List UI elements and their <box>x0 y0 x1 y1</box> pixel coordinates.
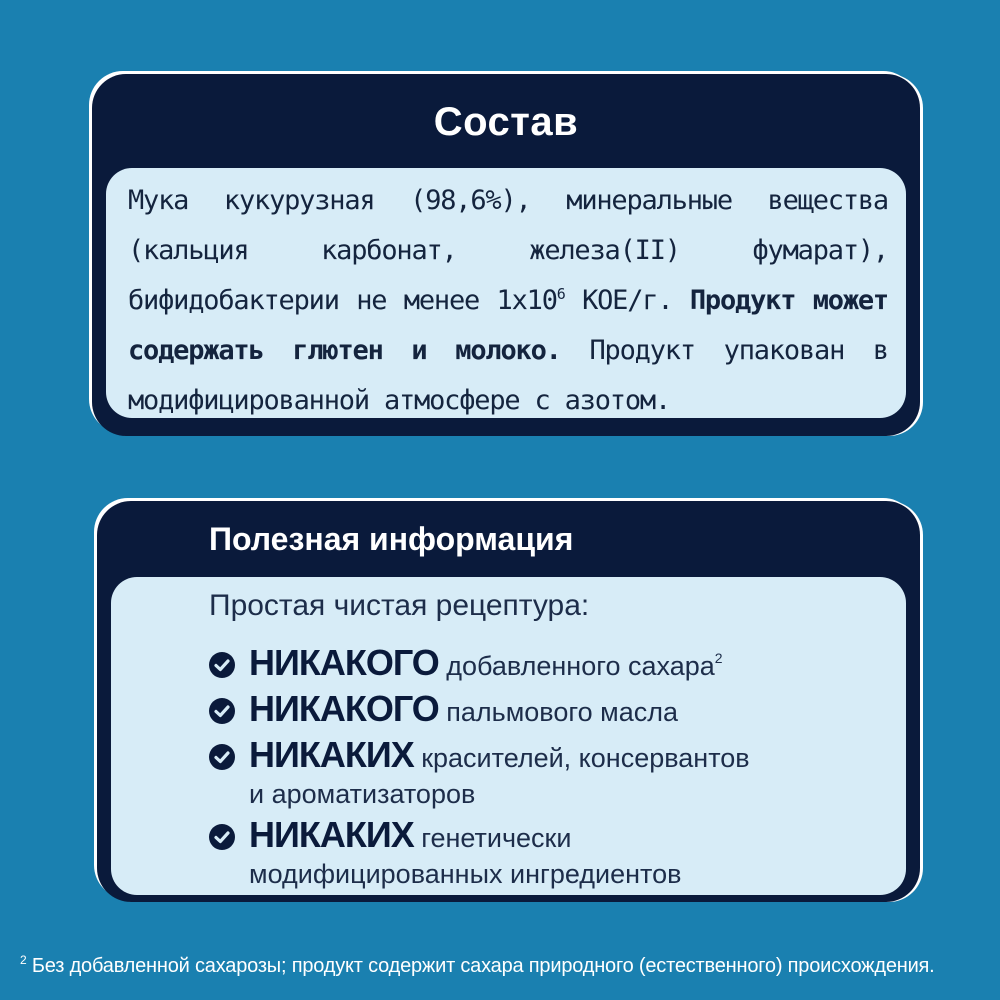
list-item-text: добавленного сахара <box>438 651 715 681</box>
footnote-marker: 2 <box>20 953 27 967</box>
footnote-text: Без добавленной сахарозы; продукт содержит сахара природного (естественного) происхождения. <box>26 955 935 977</box>
composition-body <box>106 168 906 418</box>
check-circle-icon <box>209 744 235 770</box>
composition-title: Состав <box>433 100 579 144</box>
list-item-strong: НИКАКОГО <box>249 642 439 683</box>
list-item <box>209 734 750 812</box>
composition-allergen-warning: Продукт может содержать глютен и молоко. <box>128 285 888 366</box>
footnote-ref: 2 <box>714 650 723 666</box>
composition-text-part1: Мука кукурузная (98,6%), минеральные вещества (кальция карбонат, железа(II) фумарат), бифидобактерии не менее 1x10 <box>128 185 888 316</box>
composition-superscript: 6 <box>556 285 565 303</box>
useful-info-title: Полезная информация <box>209 521 574 557</box>
list-item <box>209 814 682 892</box>
list-item-text: генетически <box>413 823 572 853</box>
list-item-text: пальмового масла <box>438 697 678 727</box>
list-item <box>209 642 723 684</box>
useful-info-panel <box>97 501 920 902</box>
check-circle-icon <box>209 698 235 724</box>
check-circle-icon <box>209 824 235 850</box>
list-item-continuation: модифицированных ингредиентов <box>249 859 682 889</box>
list-item-strong: НИКАКИХ <box>249 814 414 855</box>
list-item-strong: НИКАКИХ <box>249 734 414 775</box>
composition-panel <box>92 74 920 436</box>
useful-info-body <box>111 577 906 895</box>
composition-text-part2: КОЕ/г. <box>564 285 690 316</box>
list-item-strong: НИКАКОГО <box>249 688 439 729</box>
list-item-continuation: и ароматизаторов <box>249 779 476 809</box>
useful-info-subheading: Простая чистая рецептура: <box>209 589 590 622</box>
list-item <box>209 688 678 730</box>
footnote <box>20 955 935 978</box>
list-item-text: красителей, консервантов <box>413 743 750 773</box>
composition-text <box>128 176 888 426</box>
check-circle-icon <box>209 652 235 678</box>
composition-text-part3: Продукт упакован в модифицированной атмосфере с азотом. <box>128 335 888 416</box>
